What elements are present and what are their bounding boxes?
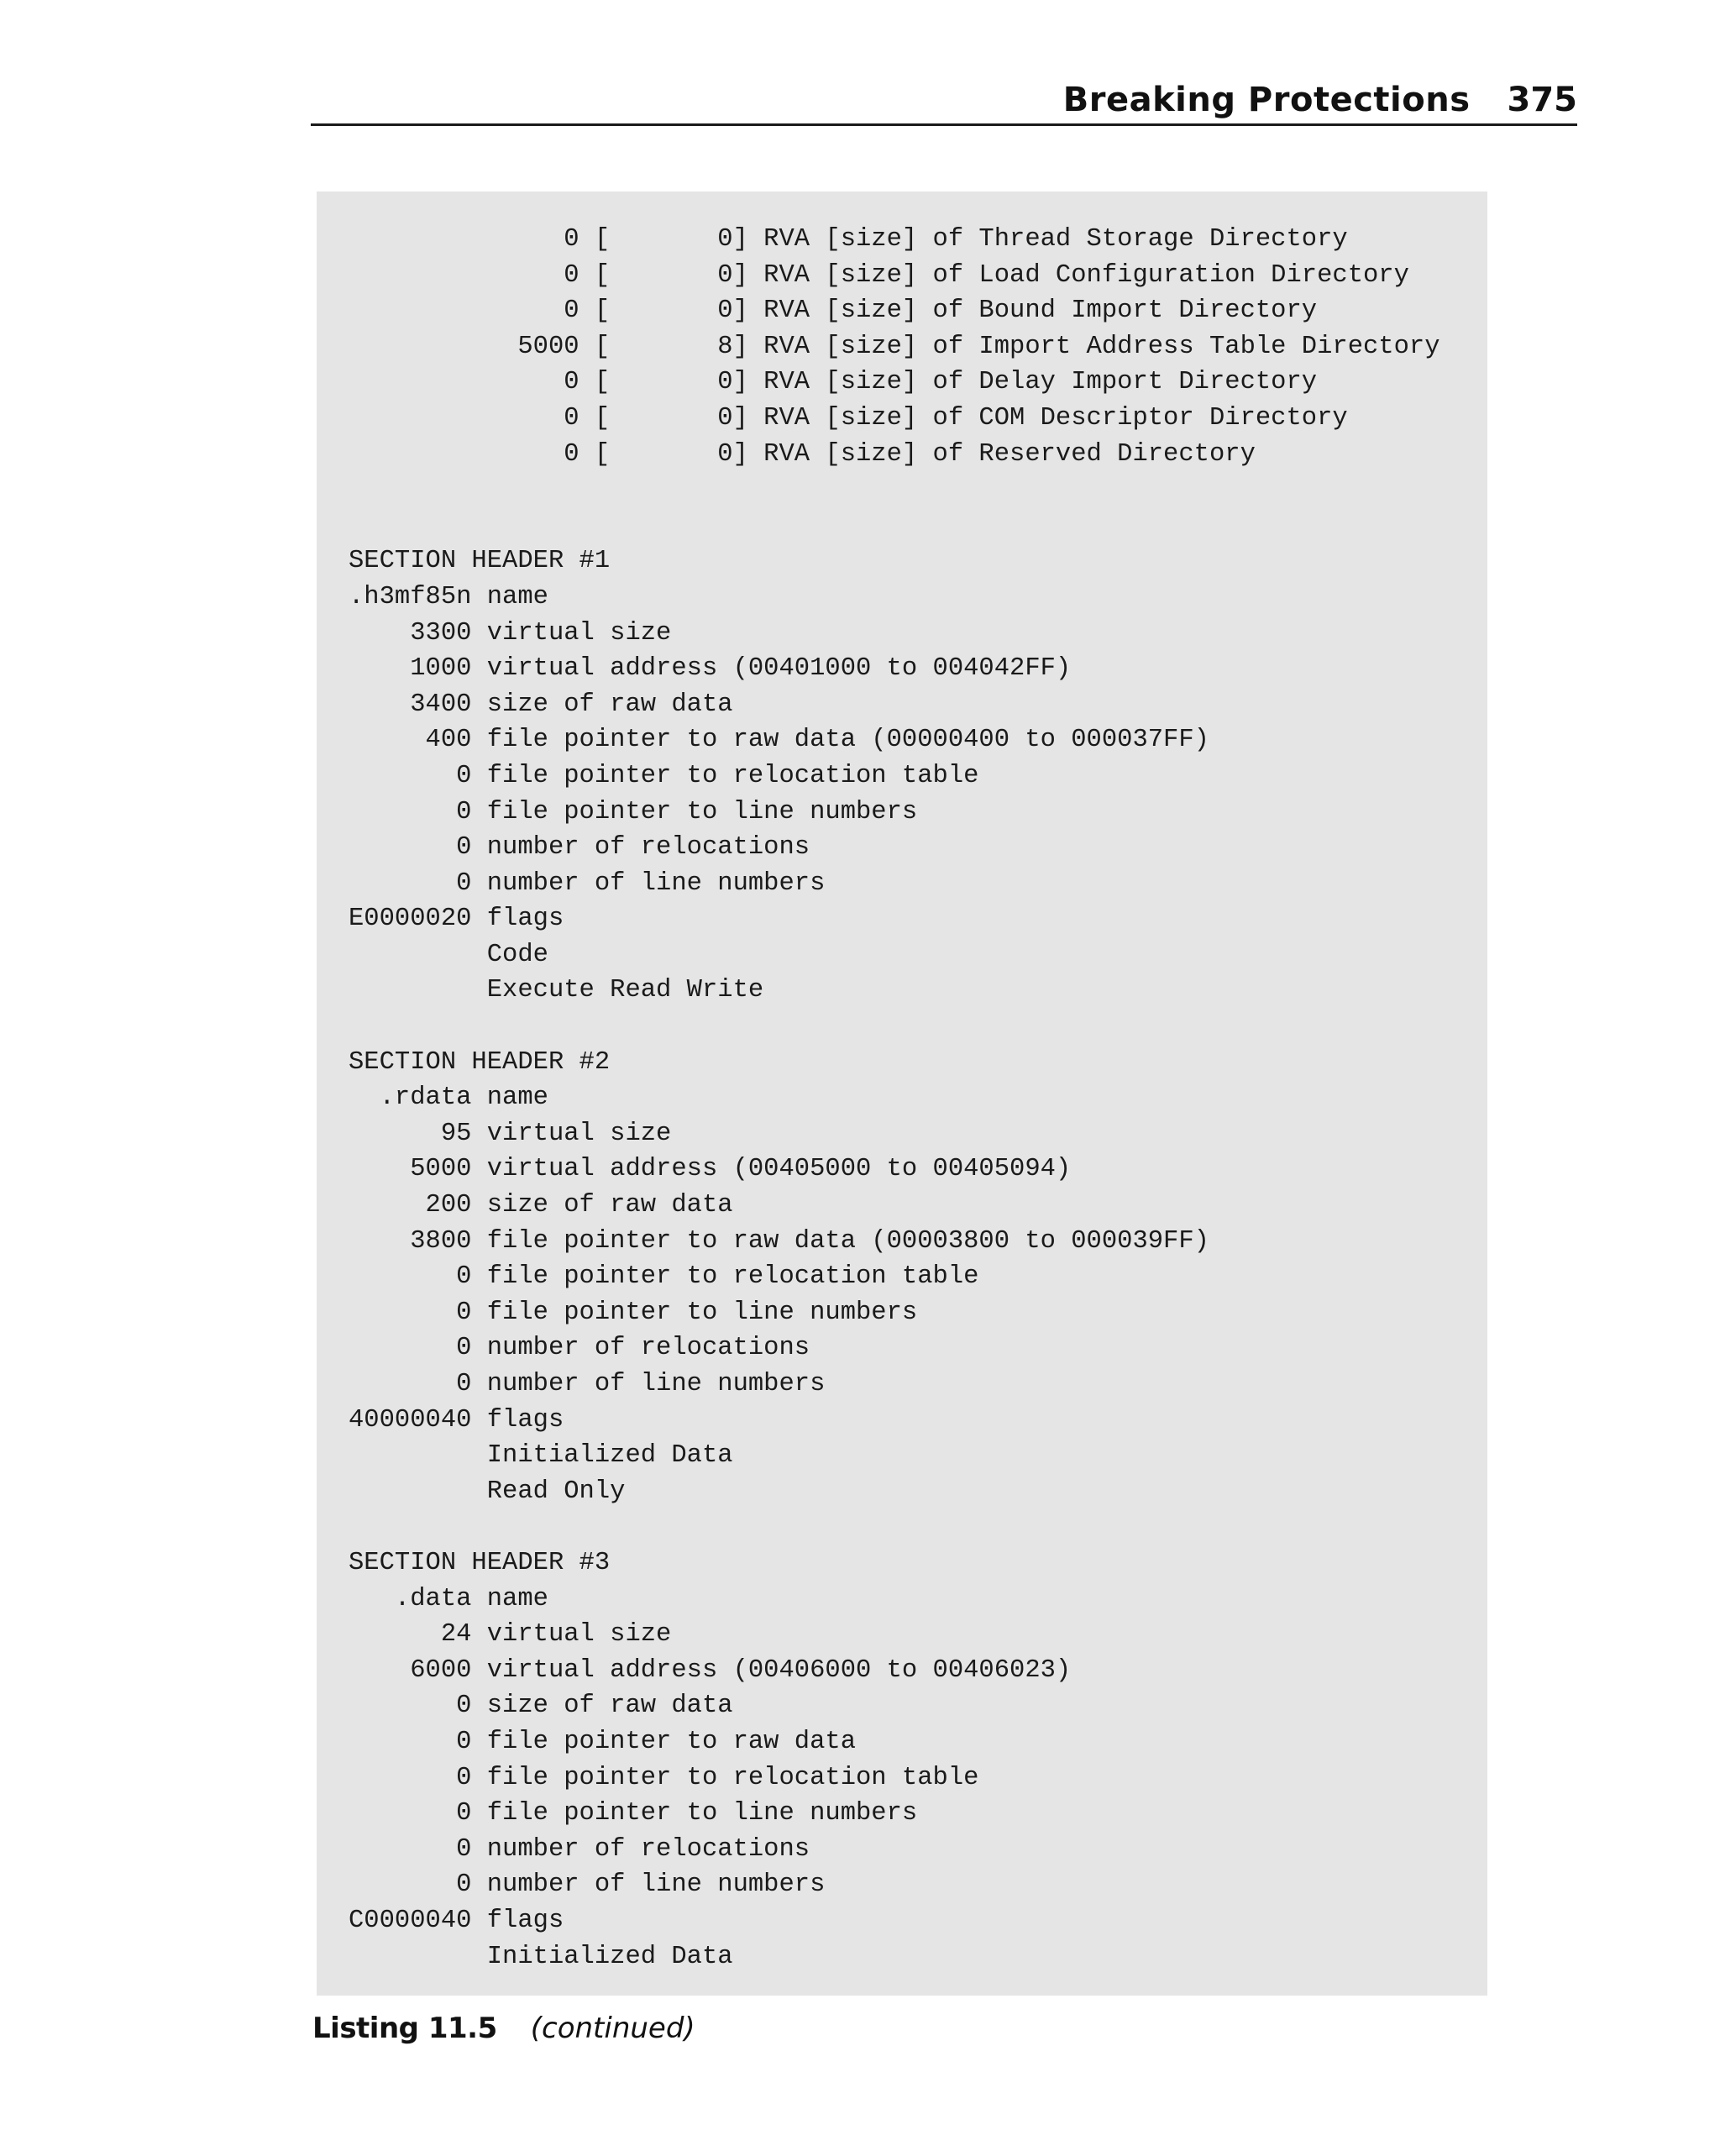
code-line: 0 number of line numbers [349, 1870, 826, 1900]
code-line: 6000 virtual address (00406000 to 00406023) [349, 1655, 1072, 1685]
code-line: 5000 [ 8] RVA [size] of Import Address Table Directory [349, 332, 1440, 361]
code-line: .h3mf85n name [349, 582, 548, 611]
code-line: 95 virtual size [349, 1119, 672, 1148]
code-line: 0 number of relocations [349, 1334, 810, 1363]
code-line: 40000040 flags [349, 1405, 564, 1435]
code-line: Code [349, 940, 548, 969]
code-line: SECTION HEADER #1 [349, 547, 611, 576]
code-line: 0 number of relocations [349, 833, 810, 863]
code-line: 0 [ 0] RVA [size] of Bound Import Directory [349, 296, 1318, 326]
code-line: .rdata name [349, 1083, 548, 1113]
code-line: 5000 virtual address (00405000 to 00405094) [349, 1155, 1072, 1184]
code-line: 0 number of line numbers [349, 868, 826, 898]
code-line [349, 508, 1487, 544]
code-line: 0 number of relocations [349, 1834, 810, 1864]
code-line [349, 1509, 1487, 1545]
code-line: 0 [ 0] RVA [size] of COM Descriptor Directory [349, 403, 1348, 433]
code-line: E0000020 flags [349, 905, 564, 934]
listing-caption [312, 2009, 695, 2046]
code-line: 3400 size of raw data [349, 690, 733, 719]
code-line [349, 472, 1487, 508]
code-line: 0 number of line numbers [349, 1370, 826, 1398]
code-line: 24 virtual size [349, 1620, 672, 1650]
running-head-title: Breaking Protections [1062, 81, 1471, 119]
code-line: 0 file pointer to relocation table [349, 761, 979, 790]
code-listing [317, 191, 1487, 1996]
code-line: 3300 virtual size [349, 618, 672, 648]
code-line: SECTION HEADER #3 [349, 1548, 611, 1577]
code-line [349, 1009, 1487, 1045]
listing-continued-note: (continued) [530, 2012, 695, 2045]
code-line: 200 size of raw data [349, 1191, 733, 1220]
code-line: 0 file pointer to line numbers [349, 1799, 918, 1828]
code-line: 3800 file pointer to raw data (00003800 to 000039FF) [349, 1226, 1209, 1256]
code-line: 0 file pointer to relocation table [349, 1262, 979, 1292]
code-line: 0 file pointer to line numbers [349, 797, 918, 826]
code-line: 0 [ 0] RVA [size] of Load Configuration Directory [349, 260, 1409, 290]
code-line: .data name [349, 1584, 548, 1613]
code-line: 400 file pointer to raw data (00000400 to 000037FF) [349, 726, 1209, 755]
code-line: 0 file pointer to relocation table [349, 1763, 979, 1792]
code-line: Initialized Data [349, 1441, 733, 1471]
code-line: 0 [ 0] RVA [size] of Delay Import Directory [349, 368, 1318, 397]
running-head [311, 76, 1577, 126]
page-number: 375 [1507, 81, 1577, 119]
code-line: Read Only [349, 1477, 626, 1506]
code-line: Initialized Data [349, 1942, 733, 1971]
code-line: SECTION HEADER #2 [349, 1047, 611, 1077]
code-line: 0 [ 0] RVA [size] of Thread Storage Directory [349, 225, 1348, 254]
code-line: 0 file pointer to line numbers [349, 1298, 918, 1327]
code-line: C0000040 flags [349, 1906, 564, 1935]
listing-label: Listing 11.5 [312, 2012, 497, 2045]
code-line: 0 size of raw data [349, 1692, 733, 1721]
code-line: 0 [ 0] RVA [size] of Reserved Directory [349, 439, 1256, 469]
code-line: Execute Read Write [349, 976, 764, 1005]
code-line: 0 file pointer to raw data [349, 1727, 856, 1756]
code-line: 1000 virtual address (00401000 to 004042FF) [349, 654, 1072, 684]
code-lines [349, 222, 1487, 1975]
